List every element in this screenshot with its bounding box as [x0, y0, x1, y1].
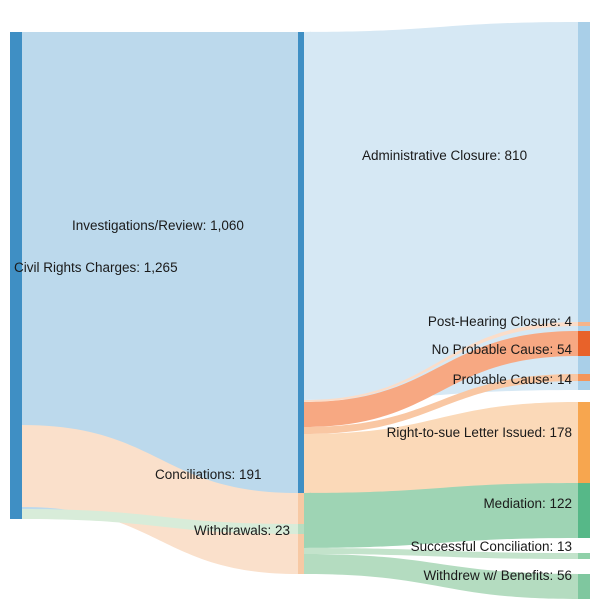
node-withdrew-with-benefits[interactable] — [578, 574, 590, 599]
node-post-hearing-closure[interactable] — [578, 322, 590, 326]
label-withdrawals: Withdrawals: 23 — [193, 523, 290, 538]
node-probable-cause[interactable] — [578, 374, 590, 381]
node-no-probable-cause[interactable] — [578, 331, 590, 356]
node-investigations-review[interactable] — [298, 32, 304, 512]
node-withdrawals[interactable] — [298, 524, 304, 534]
label-post-hearing-closure: Post-Hearing Closure: 4 — [427, 314, 572, 329]
label-right-to-sue-letter: Right-to-sue Letter Issued: 178 — [386, 425, 572, 440]
node-civil-rights-charges[interactable] — [10, 32, 22, 519]
label-conciliations: Conciliations: 191 — [155, 467, 262, 482]
label-successful-conciliation: Successful Conciliation: 13 — [410, 539, 572, 554]
node-right-to-sue-letter[interactable] — [578, 402, 590, 483]
node-successful-conciliation[interactable] — [578, 553, 590, 559]
label-no-probable-cause: No Probable Cause: 54 — [431, 342, 572, 357]
label-probable-cause: Probable Cause: 14 — [452, 372, 572, 387]
label-withdrew-with-benefits: Withdrew w/ Benefits: 56 — [423, 568, 572, 583]
label-investigations-review: Investigations/Review: 1,060 — [72, 218, 244, 233]
label-civil-rights-charges: Civil Rights Charges: 1,265 — [14, 260, 178, 275]
label-mediation: Mediation: 122 — [483, 496, 572, 511]
node-mediation[interactable] — [578, 483, 590, 538]
label-administrative-closure: Administrative Closure: 810 — [362, 148, 528, 163]
